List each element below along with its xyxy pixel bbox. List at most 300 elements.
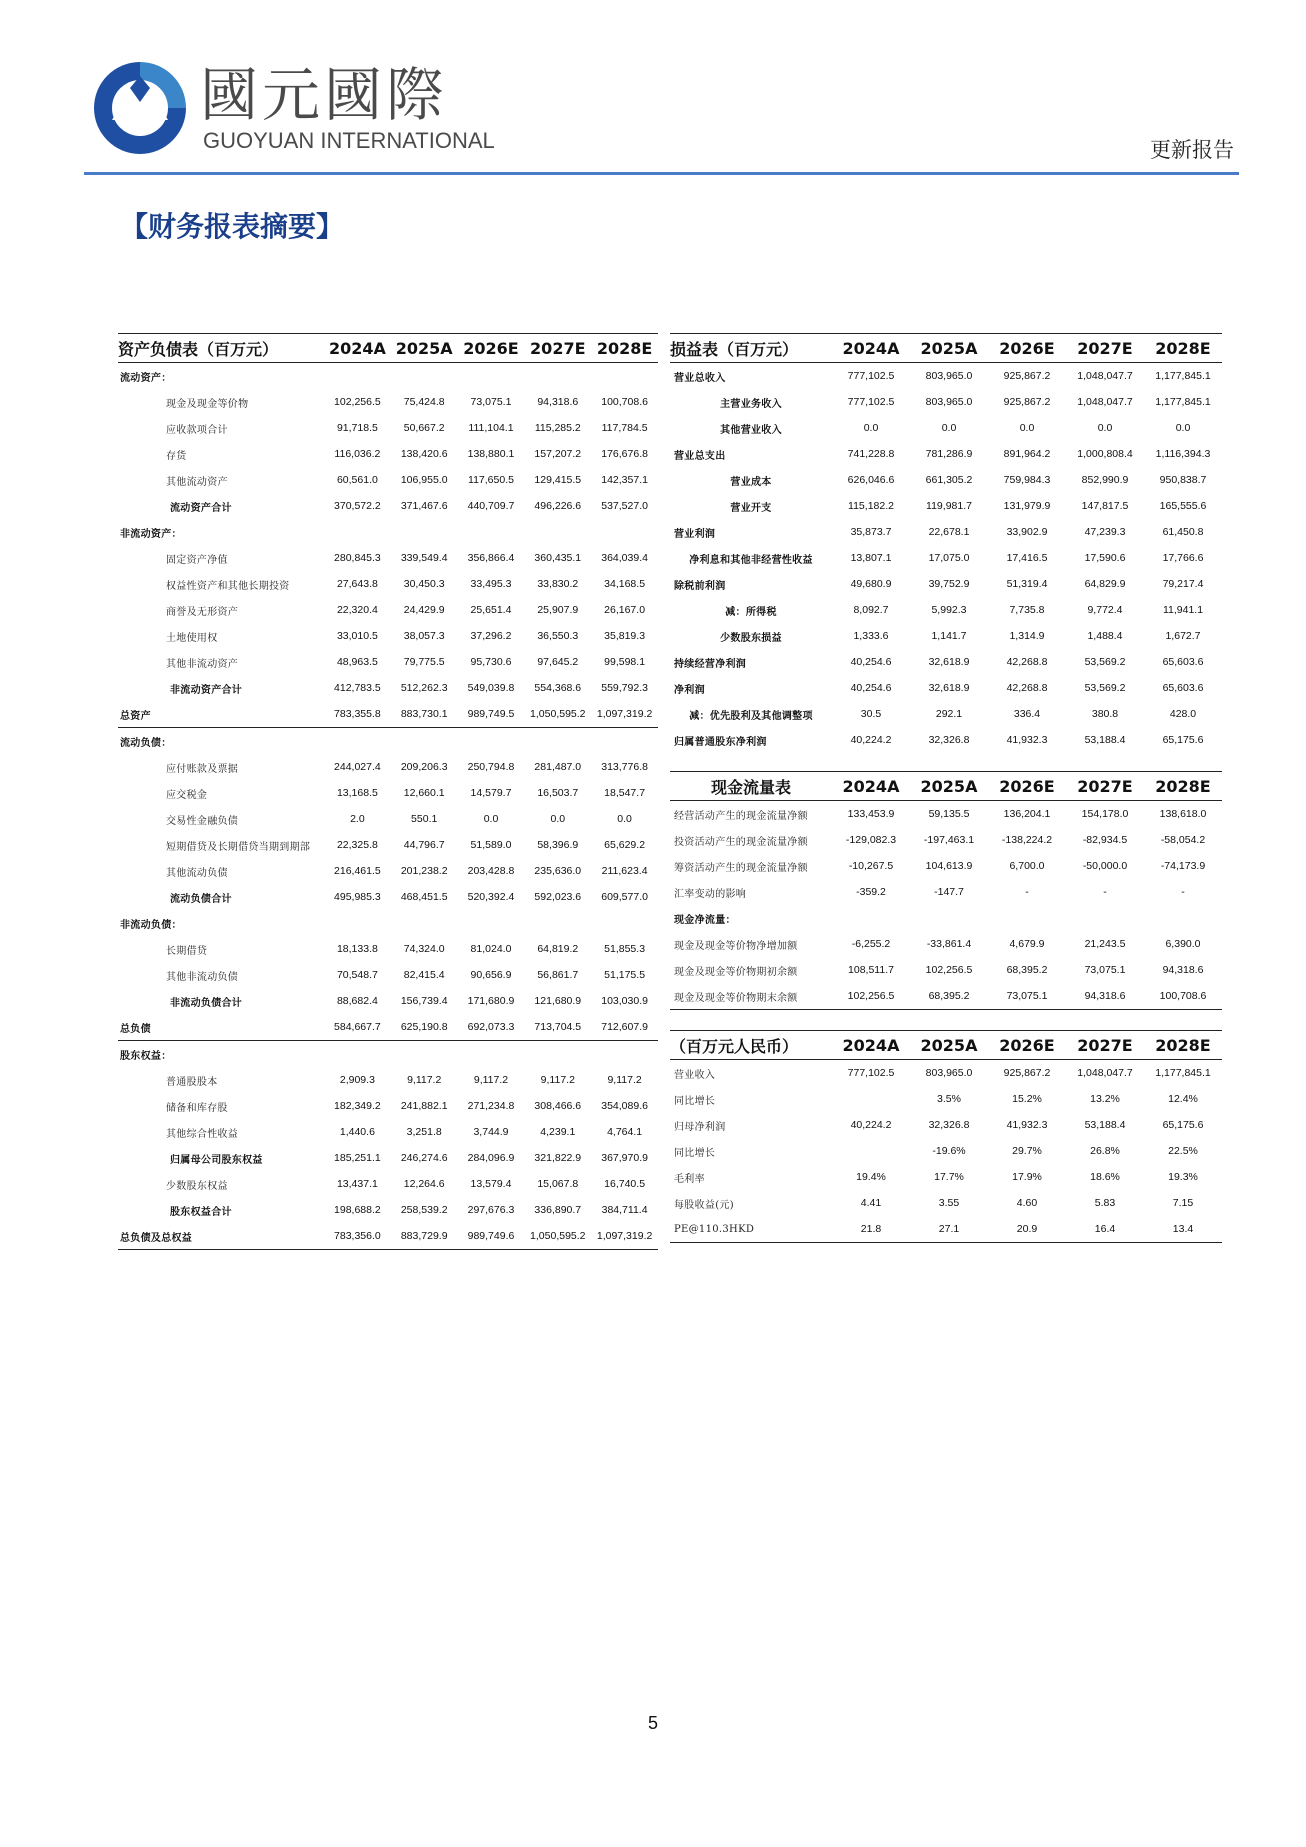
balance-cell: 241,882.1 (400, 1100, 448, 1112)
income-statement-table (670, 333, 1222, 753)
summary-cell: 19.4% (856, 1171, 886, 1183)
summary-row (670, 1060, 1222, 1087)
balance-cell: 106,955.0 (400, 474, 448, 486)
income-cell: 1,672.7 (1165, 630, 1201, 642)
balance-cell: 713,704.5 (524, 1014, 591, 1041)
balance-cell (458, 728, 525, 755)
balance-row (118, 545, 658, 571)
cashflow-row (670, 957, 1222, 983)
income-row-label: 净利润 (674, 684, 705, 696)
summary-cell: 41,932.3 (1006, 1119, 1048, 1131)
income-cell: 777,102.5 (847, 396, 895, 408)
balance-cell (591, 728, 658, 755)
balance-row-label: 流动资产合计 (170, 502, 232, 514)
balance-cell: 51,175.5 (604, 969, 646, 981)
balance-header-row (118, 334, 658, 363)
income-cell: 13,807.1 (850, 552, 892, 564)
balance-cell: 1,440.6 (339, 1126, 375, 1138)
summary-row-label: PE@110.3HKD (670, 1216, 832, 1243)
income-cell: 30.5 (860, 708, 882, 720)
balance-row (118, 389, 658, 415)
balance-cell: 103,030.9 (601, 995, 648, 1007)
cashflow-cell: 94,318.6 (1066, 983, 1144, 1010)
balance-cell: 537,527.0 (601, 500, 648, 512)
cashflow-year-header: 2027E (1066, 772, 1144, 801)
income-row-label: 减：优先股利及其他调整项 (689, 710, 813, 722)
income-cell: 9,772.4 (1087, 604, 1123, 616)
summary-cell: 21.8 (832, 1216, 910, 1243)
summary-cell: 40,224.2 (850, 1119, 892, 1131)
balance-cell: 336,890.7 (534, 1204, 582, 1216)
balance-cell: 209,206.3 (400, 761, 448, 773)
income-cell: 65,603.6 (1162, 682, 1204, 694)
balance-row-label: 应交税金 (166, 789, 208, 801)
income-cell: 41,932.3 (1006, 734, 1048, 746)
balance-row-label: 非流动资产合计 (170, 684, 243, 696)
summary-cell: 17.9% (1012, 1171, 1042, 1183)
balance-cell: 33,830.2 (537, 578, 579, 590)
cashflow-cell (988, 905, 1066, 931)
balance-year-header: 2028E (591, 334, 658, 363)
cashflow-cell: -33,861.4 (926, 938, 972, 950)
cashflow-row-label: 现金及现金等价物期初余额 (674, 966, 798, 978)
summary-cell: 3.5% (937, 1093, 961, 1105)
balance-row-label: 流动资产： (120, 372, 172, 384)
balance-cell: 512,262.3 (400, 682, 448, 694)
cashflow-cell: -129,082.3 (845, 834, 897, 846)
cashflow-cell: 73,075.1 (1084, 964, 1126, 976)
balance-row-label: 其他非流动负债 (166, 971, 239, 983)
income-cell: 1,488.4 (1087, 630, 1123, 642)
cashflow-cell: 102,256.5 (925, 964, 973, 976)
income-cell: 65,603.6 (1162, 656, 1204, 668)
income-year-header: 2028E (1144, 334, 1222, 363)
key-metrics-table (670, 1030, 1222, 1243)
income-cell: 53,569.2 (1084, 656, 1126, 668)
balance-cell: 412,783.5 (334, 682, 381, 694)
summary-cell: 20.9 (988, 1216, 1066, 1243)
summary-cell: 13.4 (1144, 1216, 1222, 1243)
balance-cell: 38,057.3 (403, 630, 445, 642)
cashflow-cell: -82,934.5 (1082, 834, 1128, 846)
cashflow-row (670, 905, 1222, 931)
cashflow-row-label: 经营活动产生的现金流量净额 (674, 810, 808, 822)
cashflow-cell: -74,173.9 (1160, 860, 1206, 872)
balance-cell: 51,589.0 (470, 839, 512, 851)
income-cell: 32,326.8 (928, 734, 970, 746)
cashflow-cell: 94,318.6 (1162, 964, 1204, 976)
balance-cell (524, 363, 591, 390)
balance-cell (458, 363, 525, 390)
balance-cell (591, 363, 658, 390)
summary-year-header: 2024A (832, 1031, 910, 1060)
cashflow-cell: 6,390.0 (1165, 938, 1201, 950)
balance-cell: 117,784.5 (601, 422, 648, 434)
balance-cell: 584,667.7 (324, 1014, 391, 1041)
header-divider (84, 172, 1239, 175)
balance-cell: 94,318.6 (537, 396, 579, 408)
cashflow-cell: -138,224.2 (1001, 834, 1053, 846)
balance-cell: 50,667.2 (403, 422, 445, 434)
income-cell: 336.4 (1013, 708, 1041, 720)
balance-cell: 354,089.6 (601, 1100, 648, 1112)
cashflow-row-label: 现金及现金等价物期末余额 (670, 983, 832, 1010)
balance-year-header: 2026E (458, 334, 525, 363)
balance-cell: 18,547.7 (604, 787, 646, 799)
balance-row-label: 固定资产净值 (166, 554, 228, 566)
balance-row (118, 806, 658, 832)
balance-row (118, 1119, 658, 1145)
balance-cell: 9,117.2 (473, 1074, 509, 1086)
income-year-header: 2024A (832, 334, 910, 363)
balance-cell: 65,629.2 (604, 839, 646, 851)
income-cell: 292.1 (935, 708, 963, 720)
balance-cell: 58,396.9 (537, 839, 579, 851)
balance-cell: 468,451.5 (400, 891, 448, 903)
balance-cell: 1,050,595.2 (524, 1223, 591, 1250)
summary-cell: 4.41 (860, 1197, 882, 1209)
balance-cell: 34,168.5 (604, 578, 646, 590)
balance-cell: 384,711.4 (601, 1204, 648, 1216)
cashflow-cell: 138,618.0 (1159, 808, 1207, 820)
income-cell: 741,228.8 (847, 448, 895, 460)
balance-cell: 81,024.0 (470, 943, 512, 955)
balance-row (118, 675, 658, 701)
balance-cell (458, 1041, 525, 1068)
income-cell: 53,569.2 (1084, 682, 1126, 694)
income-cell: 1,333.6 (853, 630, 889, 642)
summary-cell: 53,188.4 (1084, 1119, 1126, 1131)
balance-cell: 235,636.0 (534, 865, 582, 877)
balance-cell: 371,467.6 (400, 500, 448, 512)
balance-cell: 102,256.5 (334, 396, 381, 408)
cashflow-header-row (670, 772, 1222, 801)
balance-cell: 25,907.9 (537, 604, 579, 616)
summary-title: （百万元人民币） (670, 1031, 832, 1060)
income-cell: 803,965.0 (925, 396, 973, 408)
income-row-label: 其他营业收入 (720, 424, 782, 436)
balance-row (118, 962, 658, 988)
balance-cell: 74,324.0 (403, 943, 445, 955)
balance-cell (391, 363, 458, 390)
income-row-label: 营业总支出 (674, 450, 726, 462)
income-cell: 22,678.1 (928, 526, 970, 538)
income-cell: 32,618.9 (928, 682, 970, 694)
income-row (670, 623, 1222, 649)
balance-cell: 297,676.3 (467, 1204, 515, 1216)
balance-row-label: 存货 (166, 450, 187, 462)
summary-cell: 32,326.8 (928, 1119, 970, 1131)
balance-cell: 883,730.1 (391, 701, 458, 728)
balance-cell: 157,207.2 (534, 448, 582, 460)
balance-cell: 9,117.2 (540, 1074, 575, 1086)
balance-cell: 201,238.2 (400, 865, 448, 877)
balance-sheet-table (118, 333, 658, 1250)
balance-row (118, 1041, 658, 1068)
income-cell: 11,941.1 (1162, 604, 1204, 616)
income-row-label: 减：所得税 (725, 606, 777, 618)
summary-cell: 1,177,845.1 (1155, 1067, 1211, 1079)
summary-row (670, 1164, 1222, 1190)
balance-cell: 115,285.2 (534, 422, 581, 434)
cashflow-cell (1144, 905, 1222, 931)
balance-cell (391, 1041, 458, 1068)
balance-cell: 250,794.8 (467, 761, 515, 773)
income-year-header: 2026E (988, 334, 1066, 363)
summary-cell: 5.83 (1094, 1197, 1116, 1209)
cashflow-row (670, 983, 1222, 1010)
balance-cell: 339,549.4 (400, 552, 448, 564)
balance-row-label: 长期借贷 (166, 945, 208, 957)
income-cell: 147,817.5 (1081, 500, 1129, 512)
balance-cell: 4,764.1 (607, 1126, 643, 1138)
summary-cell: 17.7% (934, 1171, 964, 1183)
balance-cell: 16,503.7 (537, 787, 579, 799)
balance-cell: 44,796.7 (403, 839, 445, 851)
balance-row (118, 754, 658, 780)
income-row-label: 主营业务收入 (720, 398, 782, 410)
income-cell: 925,867.2 (1003, 370, 1051, 382)
balance-row-label: 股东权益合计 (170, 1206, 232, 1218)
balance-cell: 0.0 (483, 813, 499, 825)
balance-cell: 185,251.1 (334, 1152, 381, 1164)
balance-cell (391, 910, 458, 936)
summary-cell: 803,965.0 (925, 1067, 973, 1079)
summary-cell: 3.55 (938, 1197, 960, 1209)
balance-cell: 883,729.9 (391, 1223, 458, 1250)
balance-row-label: 商誉及无形资产 (166, 606, 239, 618)
balance-cell: 554,368.6 (534, 682, 582, 694)
cashflow-cell (910, 905, 988, 931)
balance-cell: 64,819.2 (537, 943, 579, 955)
balance-row-label: 非流动资产： (120, 528, 182, 540)
logo-chinese-name: 國元國際 (200, 61, 449, 129)
income-cell: 40,224.2 (850, 734, 892, 746)
balance-cell: 4,239.1 (540, 1126, 576, 1138)
income-row (670, 675, 1222, 701)
balance-cell (524, 910, 591, 936)
cashflow-year-header: 2024A (832, 772, 910, 801)
income-cell: 47,239.3 (1084, 526, 1126, 538)
summary-row-label: 归母净利润 (674, 1121, 726, 1133)
balance-cell (458, 910, 525, 936)
balance-cell: 360,435.1 (534, 552, 582, 564)
summary-row (670, 1190, 1222, 1216)
balance-cell: 35,819.3 (604, 630, 646, 642)
balance-cell (391, 519, 458, 545)
cashflow-row-label: 现金净流量： (674, 914, 736, 926)
cashflow-cell: -359.2 (856, 886, 886, 898)
balance-row-label: 现金及现金等价物 (166, 398, 249, 410)
balance-row (118, 467, 658, 493)
balance-cell (591, 1041, 658, 1068)
balance-cell: 156,739.4 (400, 995, 448, 1007)
balance-row (118, 571, 658, 597)
balance-cell (524, 1041, 591, 1068)
balance-cell: 51,855.3 (604, 943, 646, 955)
balance-cell: 198,688.2 (334, 1204, 381, 1216)
income-cell: 1,116,394.3 (1155, 448, 1211, 460)
page-header (0, 0, 1306, 180)
balance-cell: 111,104.1 (468, 422, 514, 434)
balance-cell: 12,660.1 (403, 787, 445, 799)
summary-cell: 18.6% (1090, 1171, 1120, 1183)
summary-cell: 777,102.5 (847, 1067, 895, 1079)
balance-cell: 367,970.9 (601, 1152, 648, 1164)
cashflow-row (670, 931, 1222, 957)
income-row (670, 727, 1222, 753)
income-cell: 1,177,845.1 (1155, 396, 1211, 408)
balance-cell: 138,420.6 (400, 448, 448, 460)
income-row-label: 除税前利润 (674, 580, 726, 592)
balance-cell (524, 728, 591, 755)
income-cell: 950,838.7 (1159, 474, 1207, 486)
balance-cell (391, 728, 458, 755)
income-cell: 53,188.4 (1084, 734, 1126, 746)
income-cell: 0.0 (1019, 422, 1035, 434)
balance-cell: 182,349.2 (334, 1100, 381, 1112)
balance-row (118, 832, 658, 858)
balance-cell: 244,027.4 (334, 761, 381, 773)
balance-cell: 15,067.8 (537, 1178, 579, 1190)
cashflow-cell: 6,700.0 (1009, 860, 1045, 872)
cashflow-statement-table (670, 771, 1222, 1010)
balance-row-label: 应付账款及票据 (166, 763, 239, 775)
income-cell: 17,416.5 (1006, 552, 1048, 564)
summary-cell (832, 1138, 910, 1164)
summary-cell: 15.2% (1012, 1093, 1042, 1105)
income-cell: 1,141.7 (931, 630, 967, 642)
income-cell: 428.0 (1169, 708, 1197, 720)
summary-row (670, 1112, 1222, 1138)
balance-row (118, 415, 658, 441)
cashflow-row-label: 筹资活动产生的现金流量净额 (674, 862, 808, 874)
balance-row-label: 土地使用权 (166, 632, 218, 644)
balance-cell: 73,075.1 (470, 396, 512, 408)
balance-row-label: 非流动负债： (120, 919, 182, 931)
balance-cell: 13,579.4 (470, 1178, 512, 1190)
balance-cell (591, 519, 658, 545)
balance-cell: 440,709.7 (467, 500, 515, 512)
balance-cell: 280,845.3 (334, 552, 381, 564)
income-cell: 1,048,047.7 (1077, 396, 1133, 408)
balance-row-label: 总负债及总权益 (118, 1223, 324, 1250)
income-year-header: 2025A (910, 334, 988, 363)
cashflow-row (670, 827, 1222, 853)
balance-row (118, 623, 658, 649)
income-cell: 781,286.9 (925, 448, 973, 460)
cashflow-cell: -147.7 (934, 886, 964, 898)
income-cell: 51,319.4 (1006, 578, 1048, 590)
income-row (670, 441, 1222, 467)
income-cell: 8,092.7 (853, 604, 889, 616)
cashflow-cell: - (1181, 886, 1185, 898)
income-cell: 661,305.2 (925, 474, 973, 486)
balance-cell: 0.0 (550, 813, 566, 825)
balance-row (118, 519, 658, 545)
summary-cell: 22.5% (1168, 1145, 1198, 1157)
balance-cell: 3,251.8 (406, 1126, 442, 1138)
cashflow-row (670, 801, 1222, 828)
balance-cell: 36,550.3 (537, 630, 579, 642)
balance-row (118, 988, 658, 1014)
income-row-label: 营业利润 (674, 528, 716, 540)
cashflow-cell: - (1025, 886, 1029, 898)
balance-row-label: 流动负债合计 (170, 893, 232, 905)
summary-cell: 7.15 (1172, 1197, 1194, 1209)
income-cell: 1,000,808.4 (1077, 448, 1133, 460)
balance-cell: 75,424.8 (403, 396, 445, 408)
balance-cell: 609,577.0 (601, 891, 648, 903)
cashflow-cell: -6,255.2 (851, 938, 891, 950)
balance-row-label: 普通股股本 (166, 1076, 218, 1088)
balance-row (118, 597, 658, 623)
summary-cell: 1,048,047.7 (1077, 1067, 1133, 1079)
balance-cell: 90,656.9 (470, 969, 512, 981)
balance-cell (324, 910, 391, 936)
balance-row-label: 股东权益： (120, 1050, 172, 1062)
balance-row (118, 1145, 658, 1171)
balance-row (118, 910, 658, 936)
summary-cell: 925,867.2 (1003, 1067, 1051, 1079)
income-cell: 803,965.0 (925, 370, 973, 382)
balance-cell: 550.1 (411, 813, 438, 825)
income-cell: 852,990.9 (1081, 474, 1129, 486)
balance-cell: 121,680.9 (534, 995, 582, 1007)
balance-cell: 0.0 (617, 813, 632, 825)
balance-cell: 989,749.6 (458, 1223, 525, 1250)
summary-row-label: 每股收益(元) (674, 1199, 734, 1211)
income-cell: 49,680.9 (850, 578, 892, 590)
summary-cell (832, 1086, 910, 1112)
balance-row (118, 884, 658, 910)
balance-row-label: 权益性资产和其他长期投资 (166, 580, 290, 592)
balance-cell: 284,096.9 (467, 1152, 515, 1164)
balance-cell: 26,167.0 (604, 604, 646, 616)
cashflow-cell: 100,708.6 (1144, 983, 1222, 1010)
summary-cell: 27.1 (910, 1216, 988, 1243)
income-cell: 1,314.9 (1009, 630, 1045, 642)
balance-year-header: 2027E (524, 334, 591, 363)
income-row (670, 597, 1222, 623)
cashflow-year-header: 2026E (988, 772, 1066, 801)
balance-row (118, 701, 658, 728)
balance-cell: 2,909.3 (339, 1074, 375, 1086)
balance-cell: 1,097,319.2 (591, 1223, 658, 1250)
balance-cell: 9,117.2 (407, 1074, 442, 1086)
income-cell: 891,964.2 (1003, 448, 1051, 460)
income-cell: 165,555.6 (1159, 500, 1207, 512)
cashflow-row-label: 现金及现金等价物净增加额 (674, 940, 798, 952)
cashflow-cell: 73,075.1 (988, 983, 1066, 1010)
income-cell: 0.0 (1097, 422, 1113, 434)
balance-cell (524, 519, 591, 545)
balance-cell: 24,429.9 (403, 604, 445, 616)
balance-cell: 88,682.4 (336, 995, 378, 1007)
income-cell: 65,175.6 (1162, 734, 1204, 746)
balance-row-label: 归属母公司股东权益 (170, 1154, 263, 1166)
cashflow-cell (832, 905, 910, 931)
balance-cell: 142,357.1 (601, 474, 648, 486)
balance-year-header: 2025A (391, 334, 458, 363)
income-cell: 40,254.6 (850, 656, 892, 668)
income-cell: 64,829.9 (1084, 578, 1126, 590)
income-cell: 32,618.9 (928, 656, 970, 668)
cashflow-cell: -10,267.5 (848, 860, 894, 872)
income-cell: 42,268.8 (1006, 656, 1048, 668)
balance-cell: 99,598.1 (604, 656, 646, 668)
cashflow-cell: - (1103, 886, 1107, 898)
